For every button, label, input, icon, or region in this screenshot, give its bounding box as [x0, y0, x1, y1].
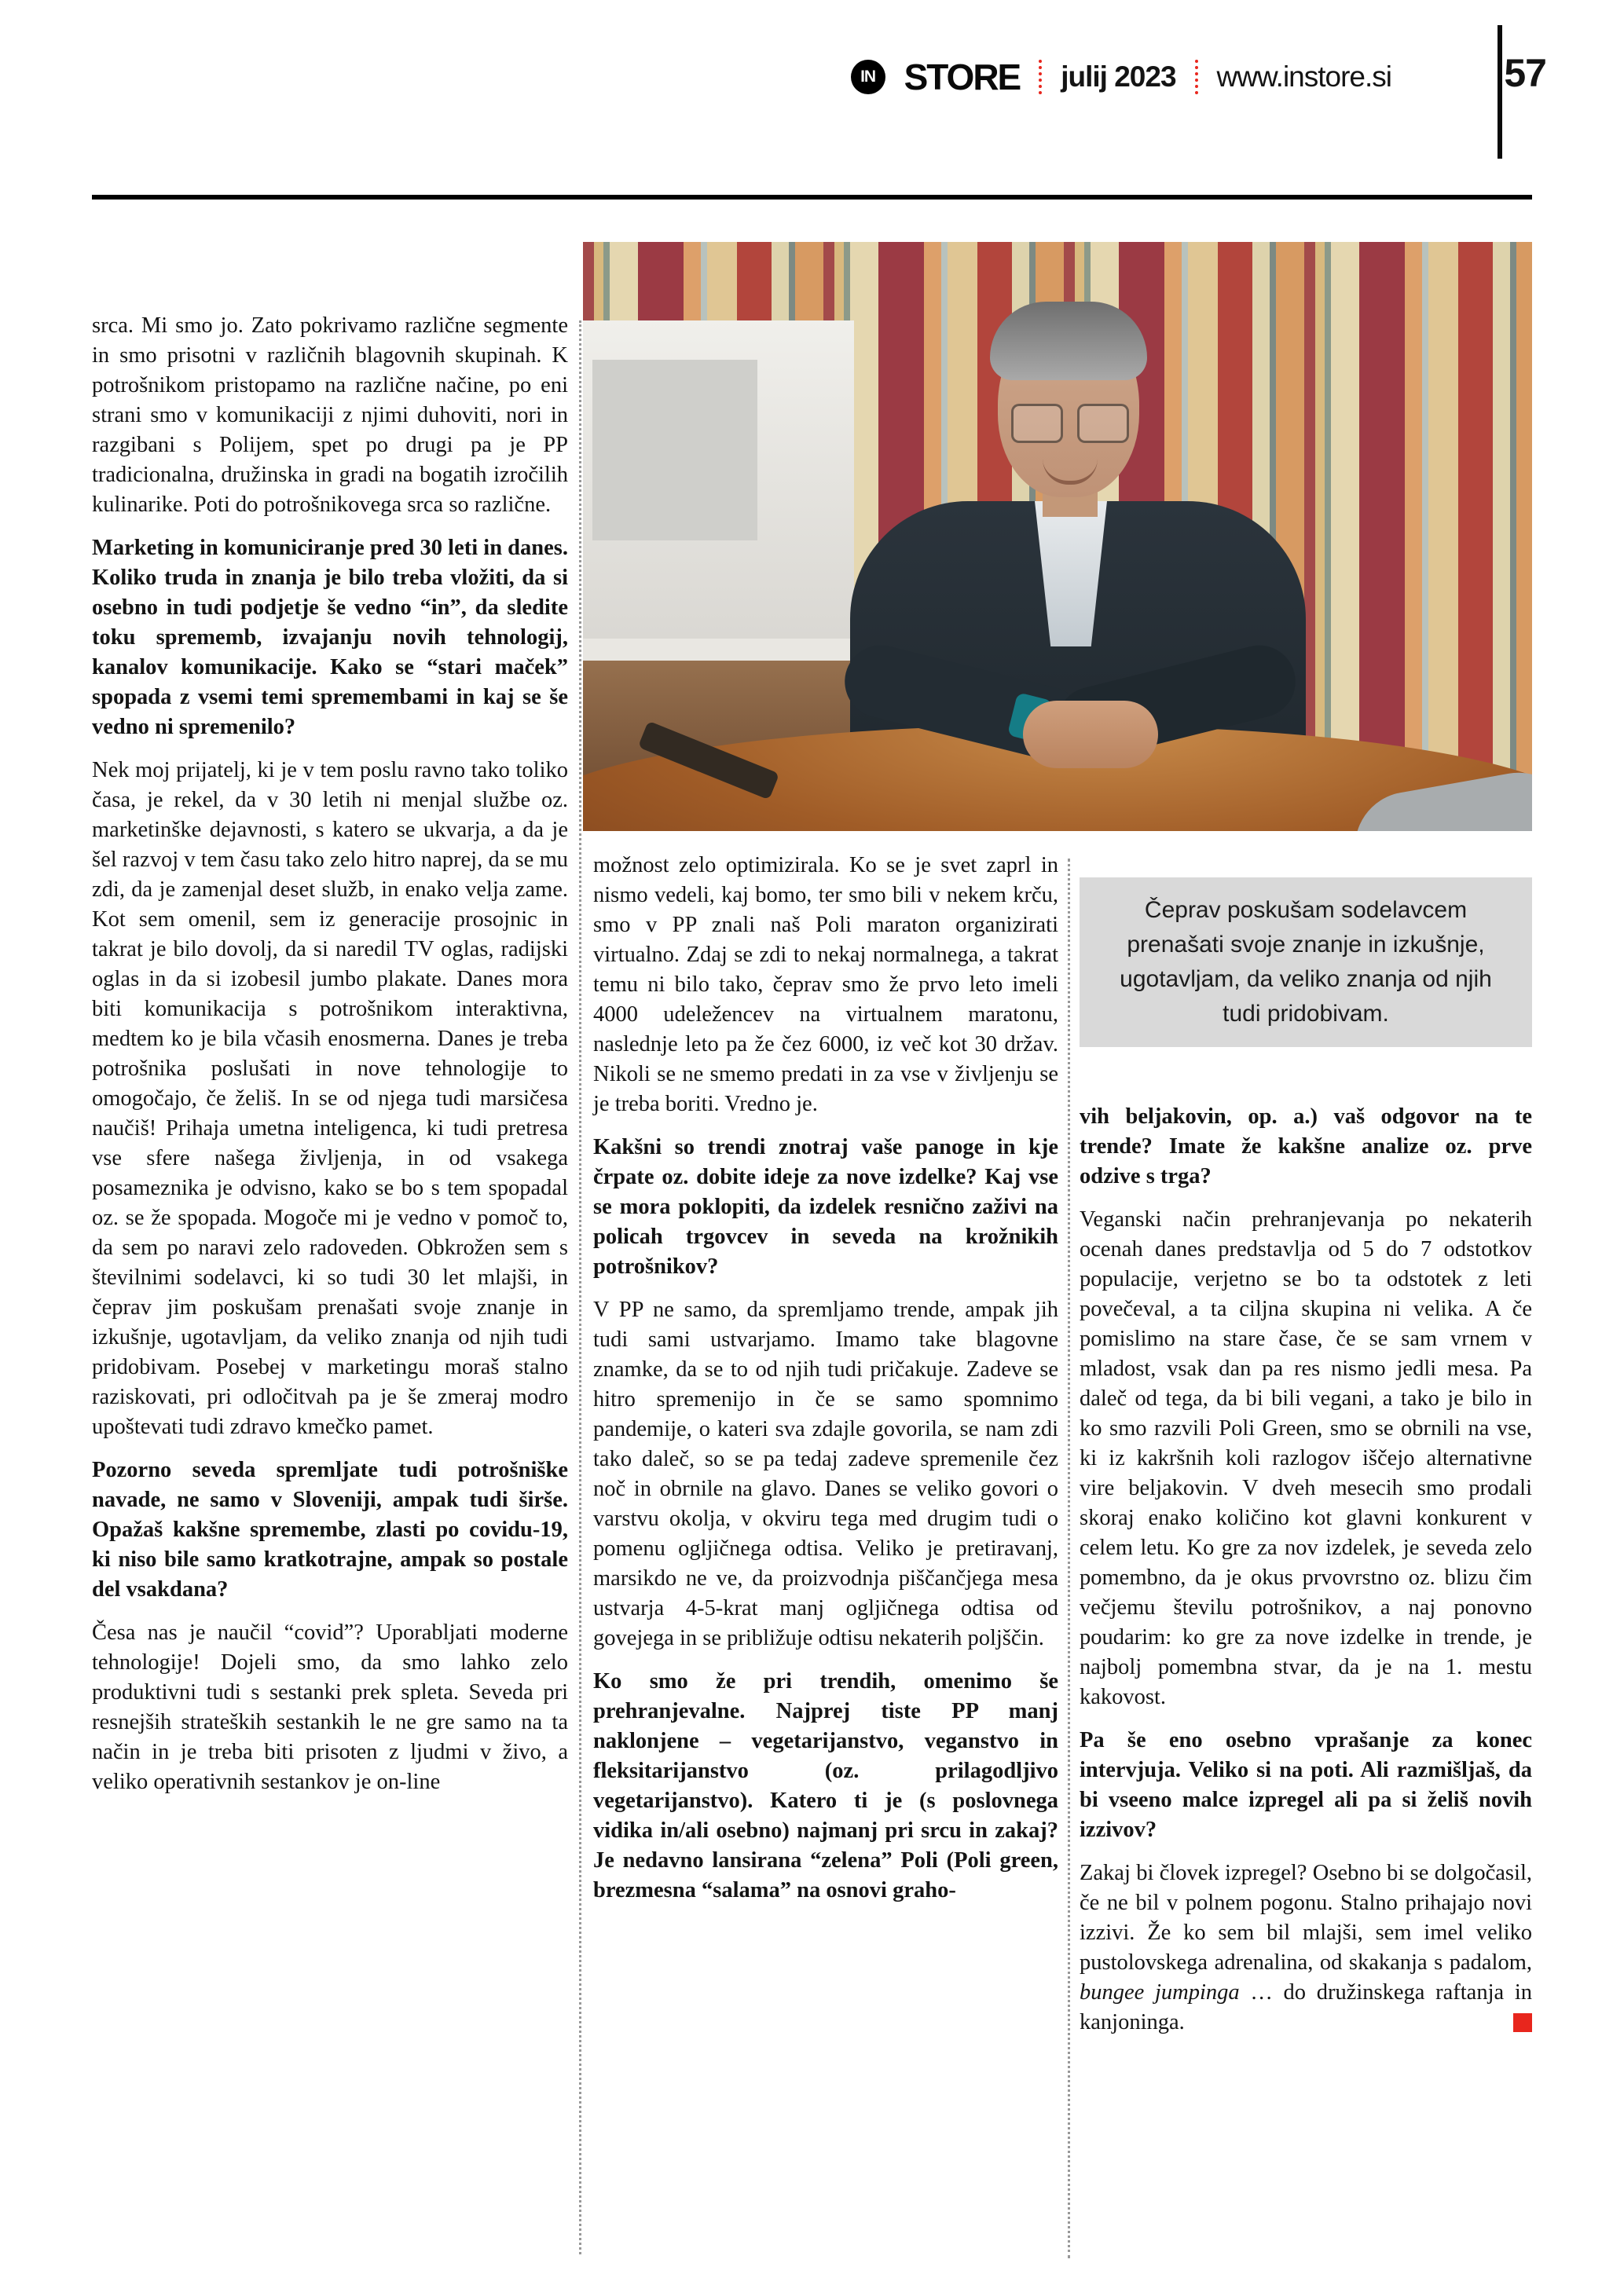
text-column-3: [1080, 877, 1532, 2051]
paragraph: V PP ne samo, da spremljamo trende, ampak jih tudi sami ustvarjamo. Imamo take blagovne znamke, da se to od njih tudi pričakuje. Zadeve se hitro spremenijo in če se samo spomnimo pandemije, o kateri sva zdajle govorila, se nam zdi tako daleč, so se pa tedaj zadeve spremenile čez noč in obrnile na glavo. Danes se veliko govori o varstvu okolja, v okviru tega med drugim tudi o pomenu ogljičnega odtisa. Veliko je pretiravanj, marsikdo ne ve, da proizvodnja piščančjega mesa ustvarja 4-5-krat manj ogljičnega odtisa od govejega in se približuje odtisu nekaterih poljščin.: [593, 1298, 1058, 1650]
top-rule: [92, 195, 1532, 200]
paragraph: Pa še eno osebno vprašanje za konec intervjuja. Veliko si na poti. Ali razmišljaš, da bi vseeno malce izpregel ali pa si želiš novih izzivov?: [1080, 1728, 1532, 1842]
paragraph: možnost zelo optimizirala. Ko se je svet zaprl in nismo vedeli, kaj bomo, ter smo bili v nekem krču, smo v PP znali naš Poli maraton organizirati virtualno. Zdaj se zdi to nekaj normalnega, a takrat temu ni bilo tako, čeprav smo že prvo leto imeli 4000 udeležencev na virtualnem maratonu, naslednje leto pa že čez 6000, iz več kot 30 držav. Nikoli se ne smemo predati in za vse v življenju se je treba boriti. Vredno je.: [593, 853, 1058, 1116]
pull-quote: Čeprav poskušam sodelavcem prenašati svoje znanje in izkušnje, ugotavljam, da veliko znanja od njih tudi pridobivam.: [1080, 877, 1532, 1047]
instore-logo-icon: IN: [851, 60, 885, 94]
portrait-glasses: [1011, 404, 1129, 443]
paragraph: Marketing in komuniciranje pred 30 leti in danes. Koliko truda in znanja je bilo treba vložiti, da si osebno in tudi podjetje še vedno “in”, da sledite toku sprememb, izvajanju novih tehnologij, kanalov komunikacije. Kako se “stari maček” spopada z vsemi temi spremembami in kaj se še vedno ni spremenilo?: [92, 536, 568, 739]
column-separator: [579, 320, 581, 2254]
issue-date: julij 2023: [1061, 60, 1176, 93]
column-separator: [1068, 859, 1070, 2258]
paragraph: srca. Mi smo jo. Zato pokrivamo različne segmente in smo prisotni v različnih blagovnih skupinah. K potrošnikom pristopamo na različne načine, po eni strani smo v komunikaciji z njimi duhoviti, nori in razgibani s Polijem, spet po drugi pa je PP tradicionalna, družinska in gradi na bogatih izročilih kulinarike. Poti do potrošnikovega srca so različne.: [92, 313, 568, 517]
text-column-1: [92, 311, 568, 1811]
column-3-paragraphs: [1080, 1102, 1532, 2038]
paragraph: Nek moj prijatelj, ki je v tem poslu ravno tako toliko časa, je rekel, da v 30 letih ni menjal službe oz. marketinške dejavnosti, s katero se ukvarja, a da je šel razvoj v tem času tako zelo hitro naprej, da se mu zdi, da je zamenjal deset služb, in enako velja zame. Kot sem omenil, sem iz generacije prosojnic in takrat je bilo dovolj, da si naredil TV oglas, radijski oglas in da si izobesil jumbo plakate. Danes mora biti komunikacija s potrošnikom interaktivna, medtem ko je bila včasih enosmerna. Danes je treba potrošnika poslušati in nove tehnologije to omogočajo, če želiš. In se od njega tudi marsičesa naučiš! Prihaja umetna inteligenca, ki tudi pretresa vse sfere našega življenja, in od vsakega posameznika je odvisno, kako se bo s tem spopadal oz. se že spopada. Mogoče mi je vedno v pomoč to, da sem po naravi zelo radoveden. Obkrožen sem s številnimi sodelavci, ki so tudi 30 let mlajši, in čeprav jim poskušam prenašati svoje znanje in izkušnje, ugotavljam, da veliko znanja od njih tudi pridobivam. Posebej v marketingu moraš stalno raziskovati, pri odločitvah pa je še zmeraj modro upoštevati tudi zdravo kmečko pamet.: [92, 758, 568, 1439]
paragraph: Zakaj bi človek izpregel? Osebno bi se dolgočasil, če ne bil v polnem pogonu. Stalno prihajajo novi izzivi. Že ko sem bil mlajši, sem imel veliko pustolovskega adrenalina, od skakanja s padalom, bungee jumpinga … do družinskega raftanja in kanjoninga.: [1080, 1861, 1533, 2034]
glasses-left-lens: [1011, 404, 1063, 443]
header-vertical-bar: [1498, 25, 1502, 159]
text-column-2: [593, 851, 1058, 1919]
portrait-hair: [990, 302, 1147, 380]
paragraph: Pozorno seveda spremljate tudi potrošniške navade, ne samo v Sloveniji, ampak tudi širše. Opažaš kakšne spremembe, zlasti po covidu-19, ki niso bile samo kratkotrajne, ampak so postale del vsakdana?: [92, 1458, 568, 1602]
photo-wall-frame: [592, 360, 757, 540]
paragraph: Veganski način prehranjevanja po nekaterih ocenah danes predstavlja od 5 do 7 odstotkov populacije, verjetno se bo ta odstotek z leti povečeval, a ta ciljna skupina ni velika. A če pomislimo na stare čase, če se sam vrnem v mladost, vsak dan pa res nismo jedli mesa. Pa daleč od tega, da bi bili vegani, a tako je bilo in ko smo razvili Poli Green, smo se obrnili na vse, ki iz kakršnih koli razlogov iščejo alternativne vire beljakovin. V dveh mesecih smo prodali skoraj enako količino kot glavni konkurent v celem letu. Ko gre za nov izdelek, je seveda zelo pomembno, da je okus prvovrstno oz. blizu čim večjemu številu potrošnikov, a naj ponovno poudarim: ko gre za nove izdelke in trende, je najbolj pomembna stvar, da je na 1. mestu kakovost.: [1080, 1207, 1532, 1709]
paragraph: Ko smo že pri trendih, omenimo še prehranjevalne. Najprej tiste PP manj naklonjene – vegetarijanstvo, veganstvo in fleksitarijanstvo (oz. prilagodljivo vegetarijanstvo). Katero ti je (s poslovnega vidika in/ali osebno) najmanj pri srcu in zakaj? Je nedavno lansirana “zelena” Poli (Poli green, brezmesna “salama” na osnovi graho-: [593, 1669, 1058, 1902]
paragraph: vih beljakovin, op. a.) vaš odgovor na te trende? Imate že kakšne analize oz. prve odzive s trga?: [1080, 1104, 1532, 1188]
page-number: 57: [1504, 51, 1546, 95]
red-dotted-separator-icon: [1039, 60, 1042, 94]
brand-name: STORE: [904, 57, 1021, 97]
paragraph: Kakšni so trendi znotraj vaše panoge in kje črpate oz. dobite ideje za nove izdelke? Kaj vse se mora poklopiti, da izdelek resnično zaživi na policah trgovcev in seveda na krožnikih potrošnikov?: [593, 1135, 1058, 1279]
red-dotted-separator-icon: [1195, 60, 1198, 94]
page-header: [851, 52, 1391, 102]
website-url: www.instore.si: [1216, 60, 1391, 93]
article-end-marker: [1513, 2013, 1532, 2032]
glasses-right-lens: [1077, 404, 1129, 443]
portrait-clasped-hands: [1023, 701, 1158, 768]
paragraph: Česa nas je naučil “covid”? Uporabljati moderne tehnologije! Dojeli smo, da smo lahko zelo produktivni tudi s sestanki prek spleta. Seveda pri resnejših strateških sestankih le ne gre samo na ta način in je treba biti prisoten z ljudmi v živo, a veliko operativnih sestankov je on-line: [92, 1620, 568, 1794]
interview-portrait-photo: [583, 242, 1532, 831]
